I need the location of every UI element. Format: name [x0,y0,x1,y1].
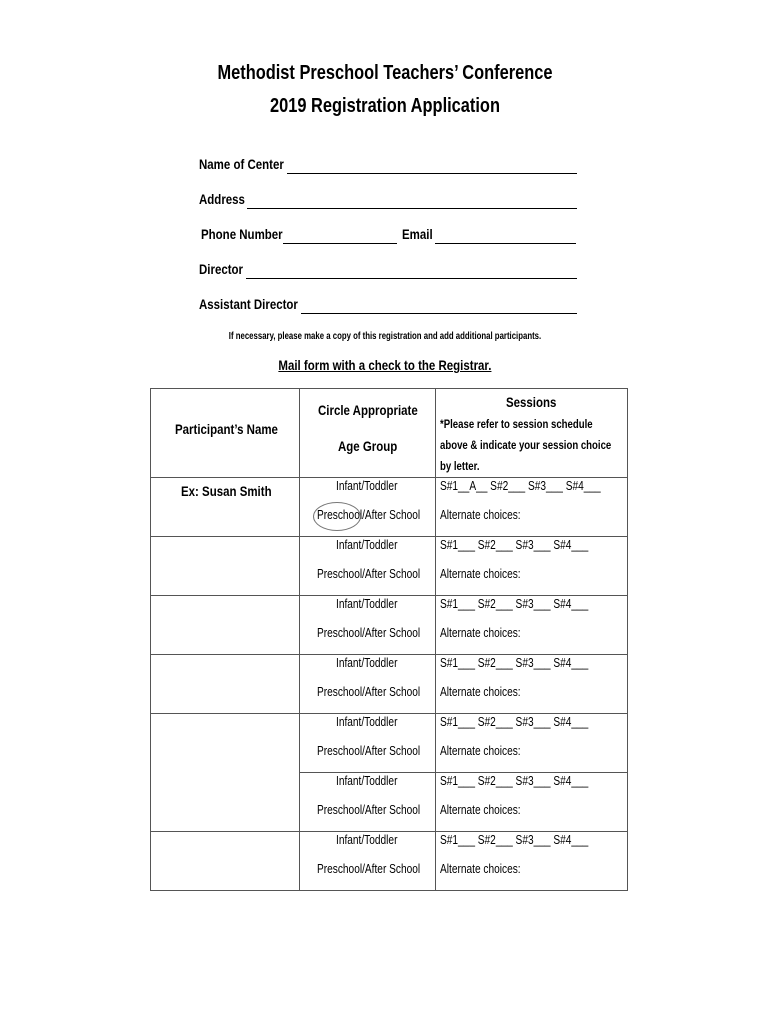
age-option-infant[interactable]: Infant/Toddler [335,537,398,552]
age-option-infant[interactable]: Infant/Toddler [335,773,398,788]
age-option-preschool[interactable]: Preschool/After School [316,861,420,876]
age-group-cell[interactable] [299,655,435,714]
sessions-cell[interactable] [435,655,627,714]
header-sessions-line2: above & indicate your session choice [439,438,611,452]
example-sessions: S#1__A__ S#2___ S#3___ S#4___ [439,478,601,493]
table-row [151,596,628,655]
age-group-cell[interactable] [299,714,435,773]
alternate-choices[interactable]: Alternate choices: [439,625,521,640]
alternate-choices[interactable]: Alternate choices: [439,802,521,817]
alternate-choices[interactable]: Alternate choices: [439,861,521,876]
form-title-line1: Methodist Preschool Teachers’ Conference [217,62,553,84]
age-option-preschool[interactable]: Preschool/After School [316,802,420,817]
header-name-label: Participant’s Name [175,421,278,437]
assistant-director-line[interactable] [301,313,577,314]
alternate-choices[interactable]: Alternate choices: [439,743,521,758]
header-participant-name [151,389,300,478]
age-option-infant[interactable]: Infant/Toddler [335,596,398,611]
example-alternate: Alternate choices: [439,507,521,522]
example-age-cell [299,478,435,537]
sessions-choices[interactable]: S#1___ S#2___ S#3___ S#4___ [439,596,588,611]
age-group-cell[interactable] [299,537,435,596]
table-row [151,537,628,596]
table-row [151,832,628,891]
center-name-field [199,156,302,172]
participant-name-cell[interactable] [151,596,300,655]
age-option-infant[interactable]: Infant/Toddler [335,832,398,847]
selection-circle-icon [313,502,361,531]
age-option-preschool[interactable]: Preschool/After School [316,625,420,640]
header-sessions-line3: by letter. [439,459,480,473]
director-line[interactable] [246,278,577,279]
mail-instruction-text: Mail form with a check to the Registrar. [278,357,492,373]
age-option-preschool[interactable]: Preschool/After School [316,684,420,699]
sessions-cell[interactable] [435,773,627,832]
form-title-line2: 2019 Registration Application [270,95,500,117]
email-label: Email [402,226,433,242]
age-group-cell[interactable] [299,773,435,832]
age-option-preschool[interactable]: Preschool/After School [316,743,420,758]
header-age-line2: Age Group [337,438,398,454]
copy-note: If necessary, please make a copy of this registration and add additional participants. [228,331,542,342]
address-line[interactable] [247,208,577,209]
sessions-cell[interactable] [435,714,627,773]
example-age-option2: Preschool/After School [316,507,420,522]
sessions-cell[interactable] [435,596,627,655]
example-sessions-cell [435,478,627,537]
sessions-choices[interactable]: S#1___ S#2___ S#3___ S#4___ [439,832,588,847]
participant-name-cell[interactable] [151,655,300,714]
header-sessions-line1: *Please refer to session schedule [439,417,593,431]
age-option-infant[interactable]: Infant/Toddler [335,655,398,670]
email-line[interactable] [435,243,576,244]
alternate-choices[interactable]: Alternate choices: [439,684,521,699]
table-row-example [151,478,628,537]
assistant-director-field [199,296,320,312]
example-age-option1: Infant/Toddler [335,478,398,493]
alternate-choices[interactable]: Alternate choices: [439,566,521,581]
age-option-infant[interactable]: Infant/Toddler [335,714,398,729]
example-name-cell [151,478,300,537]
sessions-cell[interactable] [435,537,627,596]
header-sessions-title: Sessions [505,394,557,410]
table-row [151,714,628,773]
header-age-line1: Circle Appropriate [317,402,418,418]
director-field [199,261,253,277]
age-group-cell[interactable] [299,596,435,655]
address-label: Address [199,191,245,207]
sessions-choices[interactable]: S#1___ S#2___ S#3___ S#4___ [439,714,588,729]
address-field [199,191,255,207]
assistant-director-label: Assistant Director [199,296,298,312]
center-name-label: Name of Center [199,156,284,172]
director-label: Director [199,261,244,277]
table-row [151,655,628,714]
sessions-cell[interactable] [435,832,627,891]
table-header-row [151,389,628,478]
sessions-choices[interactable]: S#1___ S#2___ S#3___ S#4___ [439,773,588,788]
center-name-line[interactable] [287,173,577,174]
participant-name-cell[interactable] [151,537,300,596]
phone-label: Phone Number [201,226,283,242]
header-sessions [435,389,627,478]
age-group-cell[interactable] [299,832,435,891]
registration-table [150,388,628,891]
header-age-group [299,389,435,478]
participant-name-cell[interactable] [151,714,300,832]
sessions-choices[interactable]: S#1___ S#2___ S#3___ S#4___ [439,537,588,552]
age-option-preschool[interactable]: Preschool/After School [316,566,420,581]
phone-line[interactable] [283,243,397,244]
phone-field [201,226,301,242]
sessions-choices[interactable]: S#1___ S#2___ S#3___ S#4___ [439,655,588,670]
participant-name-cell[interactable] [151,832,300,891]
email-field [402,226,439,242]
mail-instruction [0,357,770,373]
example-name: Ex: Susan Smith [181,483,272,499]
